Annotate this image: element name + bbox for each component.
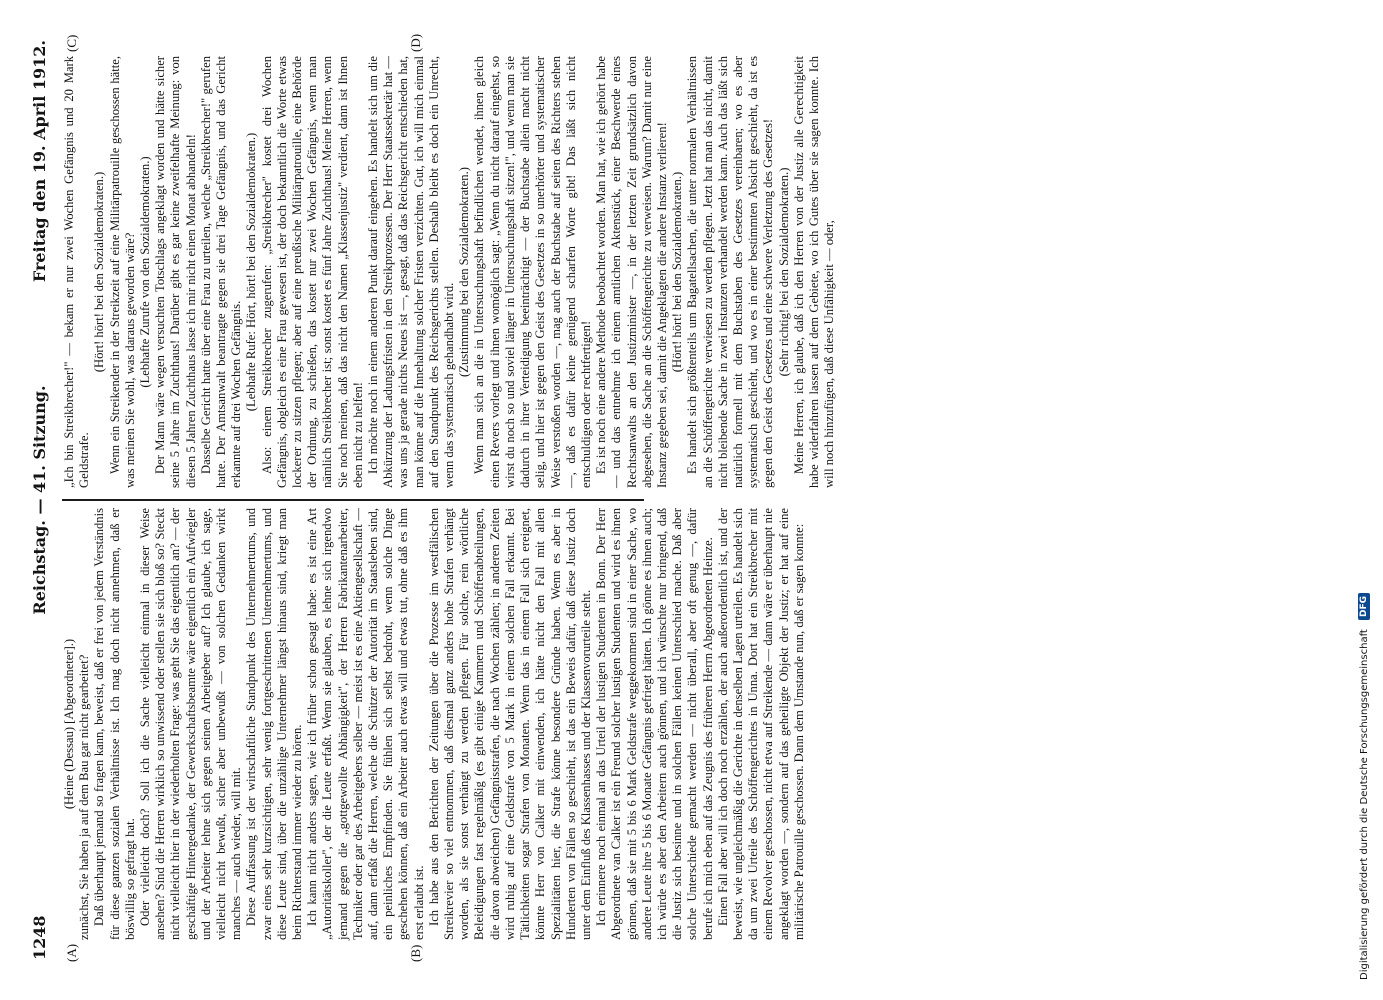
column-divider	[62, 499, 644, 501]
interjection: (Zustimmung bei den Sozialdemokraten.)	[457, 167, 472, 377]
paragraph: Meine Herren, ich glaube, daß ich den Herren von der Justiz alle Gerechtigkeit habe widerfahren lassen auf dem Gebiete, wo ich Gutes über sie sagen konnte. Ich will noch hinzufügen, daß diese Unfähigkeit — oder,	[791, 56, 837, 488]
interjection: (Hört! hört! bei den Sozialdemokraten.)	[92, 171, 107, 373]
speaker-line: (Heine (Dessau) [Abgeordneter].)	[62, 638, 76, 810]
paragraph: zunächst, Sie haben ja auf dem Bau gar nicht gearbeitet?	[77, 654, 92, 940]
paragraph: Daß überhaupt jemand so fragen kann, beweist, daß er frei von jedem Verständnis für diese ganzen sozialen Verhältnisse ist. Ich mag doch nicht annehmen, daß er böswillig so gefragt hat.	[92, 508, 137, 940]
paragraph: Es ist noch eine andere Methode beobachtet worden. Man hat, wie ich gehört habe — und das entnehme ich einem amtlichen Aktenstück, einer Beschwerde eines Rechtsanwalts an den Justizminister —, in der letzten Zeit grundsätzlich davon abgesehen, die Sache an die Schöffengerichte zu verweisen. Warum? Damit nur eine Instanz gegeben sei, damit die Angeklagten die andere Instanz verlieren!	[594, 56, 669, 488]
text-column-left	[62, 508, 806, 940]
footer-text: Digitalisierung gefördert durch die Deutsche Forschungsgemeinschaft	[1359, 629, 1370, 980]
interjection: (Lebhafte Zurufe von den Sozialdemokraten.)	[138, 156, 153, 388]
paragraph: Ich erinnere noch einmal an das Urteil der lustigen Studenten in Bonn. Der Herr Abgeordnete van Calker ist ein Freund solcher lustigen Studenten und wird es ihnen gönnen, daß sie mit 5 bis 6 Mark Geldstrafe weggekommen sind in einer Sache, wo andere Leute ihre 5 bis 6 Monate Gefängnis gefriegt hätten. Ich gönne es ihnen auch; ich würde es aber den Arbeitern auch gönnen, und ich wünschte nur bringend, daß die Justiz sich besinne und in solchen Fällen keinen Unterschied mache. Daß aber solche Unterschiede gemacht werden — nicht überall, aber oft genug —, dafür berufe ich mich eben auf das Zeugnis des früheren Herrn Abgeordneten Heinze.	[594, 508, 715, 940]
page-title: Reichstag. — 41. Sitzung.	[30, 385, 49, 615]
digitization-footer	[1358, 20, 1376, 980]
page-header	[30, 40, 54, 960]
paragraph: Also: einem Streikbrecher zugerufen: „Streikbrecher" kostet drei Wochen Gefängnis, obgleich es eine Frau gewesen ist, der doch bekanntlich die Worte etwas lockerer zu sitzen pflegen; aber auf eine preußische Militärpatrouille, eine Behörde der Ordnung, zu schießen, das kostet nur zwei Wochen Gefängnis, wenn man nämlich Streikbrecher ist; sonst kostet es fünf Jahre Zuchthaus! Meine Herren, wenn Sie noch meinen, daß das nicht den Namen „Klassenjustiz" verdient, dann ist Ihnen eben nicht zu helfen!	[259, 56, 365, 488]
paragraph: Wenn ein Streikender in der Streikzeit auf eine Militärpatrouille geschossen hätte, was meinen Sie wohl, was daraus geworden wäre?	[107, 56, 137, 488]
interjection: (Sehr richtig! bei den Sozialdemokraten.)	[776, 167, 791, 377]
margin-mark-b: (B)	[408, 944, 423, 962]
page-date: Freitag den 19. April 1912.	[30, 40, 49, 283]
paragraph: Wenn man sich an die in Untersuchungshaft befindlichen wendet, ihnen gleich einen Revers vorlegt und ihnen womöglich sagt: „Wenn du nicht darauf eingehst, so wirst du noch so und soviel länger in Untersuchungshaft sitzen!", und wenn man sie dadurch in ihrer Verteidigung beeinträchtigt — der Buchstabe allein macht nicht selig, und hier ist gegen den Geist des Gesetzes in so unerhörter und systematischer Weise verstoßen worden —, mag auch der Buchstabe auf seiten des Richters stehen —, daß es dafür keine genügend scharfen Worte gibt! Das läßt sich nicht entschuldigen oder rechtfertigen!	[472, 56, 593, 488]
paragraph: Dasselbe Gericht hatte über eine Frau zu urteilen, welche „Streikbrecher!" gerufen hatte. Der Amtsanwalt beantragte gegen sie drei Tage Gefängnis, und das Gericht erkannte auf drei Wochen Gefängnis.	[198, 56, 244, 488]
page-number: 1248	[30, 915, 49, 960]
paragraph: Es handelt sich größtenteils um Bagatellsachen, die unter normalen Verhältnissen an die Schöffengerichte verwiesen zu werden pflegen. Jetzt hat man das nicht, damit nicht bleibende Sache in zwei Instanzen verhandelt werden kann. Auch das läßt sich natürlich formell mit dem Buchstaben des Gesetzes vereinbaren; wo es aber systematisch geschieht, und wo es in einer bestimmten Absicht geschieht, da ist es gegen den Geist des Gesetzes und eine schwere Verletzung des Gesetzes!	[685, 56, 776, 488]
margin-mark-a: (A)	[64, 943, 79, 962]
paragraph: Diese Auffassung ist der wirtschaftliche Standpunkt des Unternehmertums, und zwar eines sehr kurzsichtigen, sehr wenig fortgeschrittenen Unternehmertums, und diese Leute sind, über die unzählige Unternehmer längst hinaus sind, kriegt man beim Richterstand immer wieder zu hören.	[244, 508, 305, 940]
paragraph: Ich kann nicht anders sagen, wie ich früher schon gesagt habe: es ist eine Art „Autoritätskoller", der die Leute erfaßt. Wenn sie glauben, es lehne sich irgendwo jemand gegen die „gottgewollte Abhängigkeit", der Herren Fabrikantenarbeiter, Techniker oder gar des Arbeitgebers selber — meist ist es eine Aktiengesellschaft — auf, dann erfaßt die Herren, welche die Schützer der Autorität im Staatsleben sind, ein peinliches Empfinden. Sie fühlen sich selbst bedroht, wenn solche Dinge geschehen können, daß ein Arbeiter auch etwas will und etwas tut, ohne daß es ihm erst erlaubt ist.	[305, 508, 426, 940]
interjection: (Lebhafte Rufe: Hört, hört! bei den Sozialdemokraten.)	[244, 132, 259, 412]
paragraph: Der Mann wäre wegen versuchten Totschlags angeklagt worden und hätte sicher seine 5 Jahre im Zuchthaus! Darüber gibt es gar keine zweifelhafte Meinung: von diesen 5 Jahren Zuchthaus lasse ich mir nicht einen Monat abhandeln!	[153, 56, 198, 488]
paragraph: Oder vielleicht doch? Soll ich die Sache vielleicht einmal in dieser Weise ansehen? Sind die Herren wirklich so unwissend oder stellen sie sich bloß so? Steckt nicht vielleicht hier in der wiederholten Frage: was geht Sie das eigentlich an? — der geschäftige Hintergedanke, der Gewerkschaftsbeamte wäre eigentlich ein Aufwiegler und der Arbeiter lehne sich gegen seinen Arbeitgeber auf? Ich glaube, ich sage, vielleicht nicht bewußt, sicher aber unbewußt — von solchen Gedanken wirkt manches — auch wieder, will mit.	[138, 508, 244, 940]
dfg-logo: DFG	[1358, 593, 1370, 620]
paragraph: Einen Fall aber will ich doch noch erzählen, der auch außerordentlich ist, und der beweist, wie ungleichmäßig die Gerichte in denselben Lagen urteilen. Es handelt sich da um zwei Urteile des Schöffengerichtes in Unna. Dort hat ein Streikbrecher mit einem Revolver geschossen, nicht etwa auf Streikende — dann wäre er überhaupt nie angeklagt worden —, sondern auf das geheiligte Objekt der Justiz; er hat auf eine militärische Patrouille geschossen. Dann dem Umstande nun, daß er sagen konnte:	[715, 508, 806, 940]
margin-mark-c: (C)	[64, 34, 79, 52]
paragraph: Ich möchte noch in einem anderen Punkt darauf eingehen. Es handelt sich um die Abkürzung der Ladungsfristen in den Streikprozessen. Der Herr Staatssekretär hat — was uns ja gerade nichts Neues ist —, gesagt, daß das Reichsgericht entschieden hat, man könne auf die Innehaltung solcher Fristen verzichten. Gut, ich will mich einmal auf den Standpunkt des Reichsgerichts stellen. Deshalb bleibt es doch ein Unrecht, wenn das systematisch gehandhabt wird.	[366, 56, 457, 488]
paragraph: Ich habe aus den Berichten der Zeitungen über die Prozesse im westfälischen Streikrevier so viel entnommen, daß diesmal ganz anders hohe Strafen verhängt worden, als sie sonst verhängt zu werden pflegen. Für solche, rein wörtliche Beleidigungen fast regelmäßig (es gibt einige Kammern und Schöffenabteilungen, die davon abweichen) Gefängnisstrafen, die nach Wochen zählen; in anderen Zeiten wird ruhig auf eine Geldstrafe von 5 Mark in einem solchen Fall erkannt. Bei Tätlichkeiten sogar Strafen von Monaten. Wenn das in einem Fall sich ereignet, könnte Herr von Calker mit einwenden, ich hätte nicht den Fall mit allen Spezialitäten hier, die Strafe könne besondere Gründe haben. Wenn es aber in Hunderten von Fällen so geschieht, ist das ein Beweis dafür, daß diese Justiz doch unter dem Einfluß des Klassenhasses und der Klassenvorurteile steht.	[426, 508, 593, 940]
margin-mark-d: (D)	[408, 33, 423, 52]
interjection: (Hört! hört! bei den Sozialdemokraten.)	[670, 171, 685, 373]
text-column-right	[62, 56, 837, 488]
paragraph: „Ich bin Streikbrecher!" — bekam er nur zwei Wochen Gefängnis und 20 Mark Geldstrafe.	[62, 56, 92, 488]
